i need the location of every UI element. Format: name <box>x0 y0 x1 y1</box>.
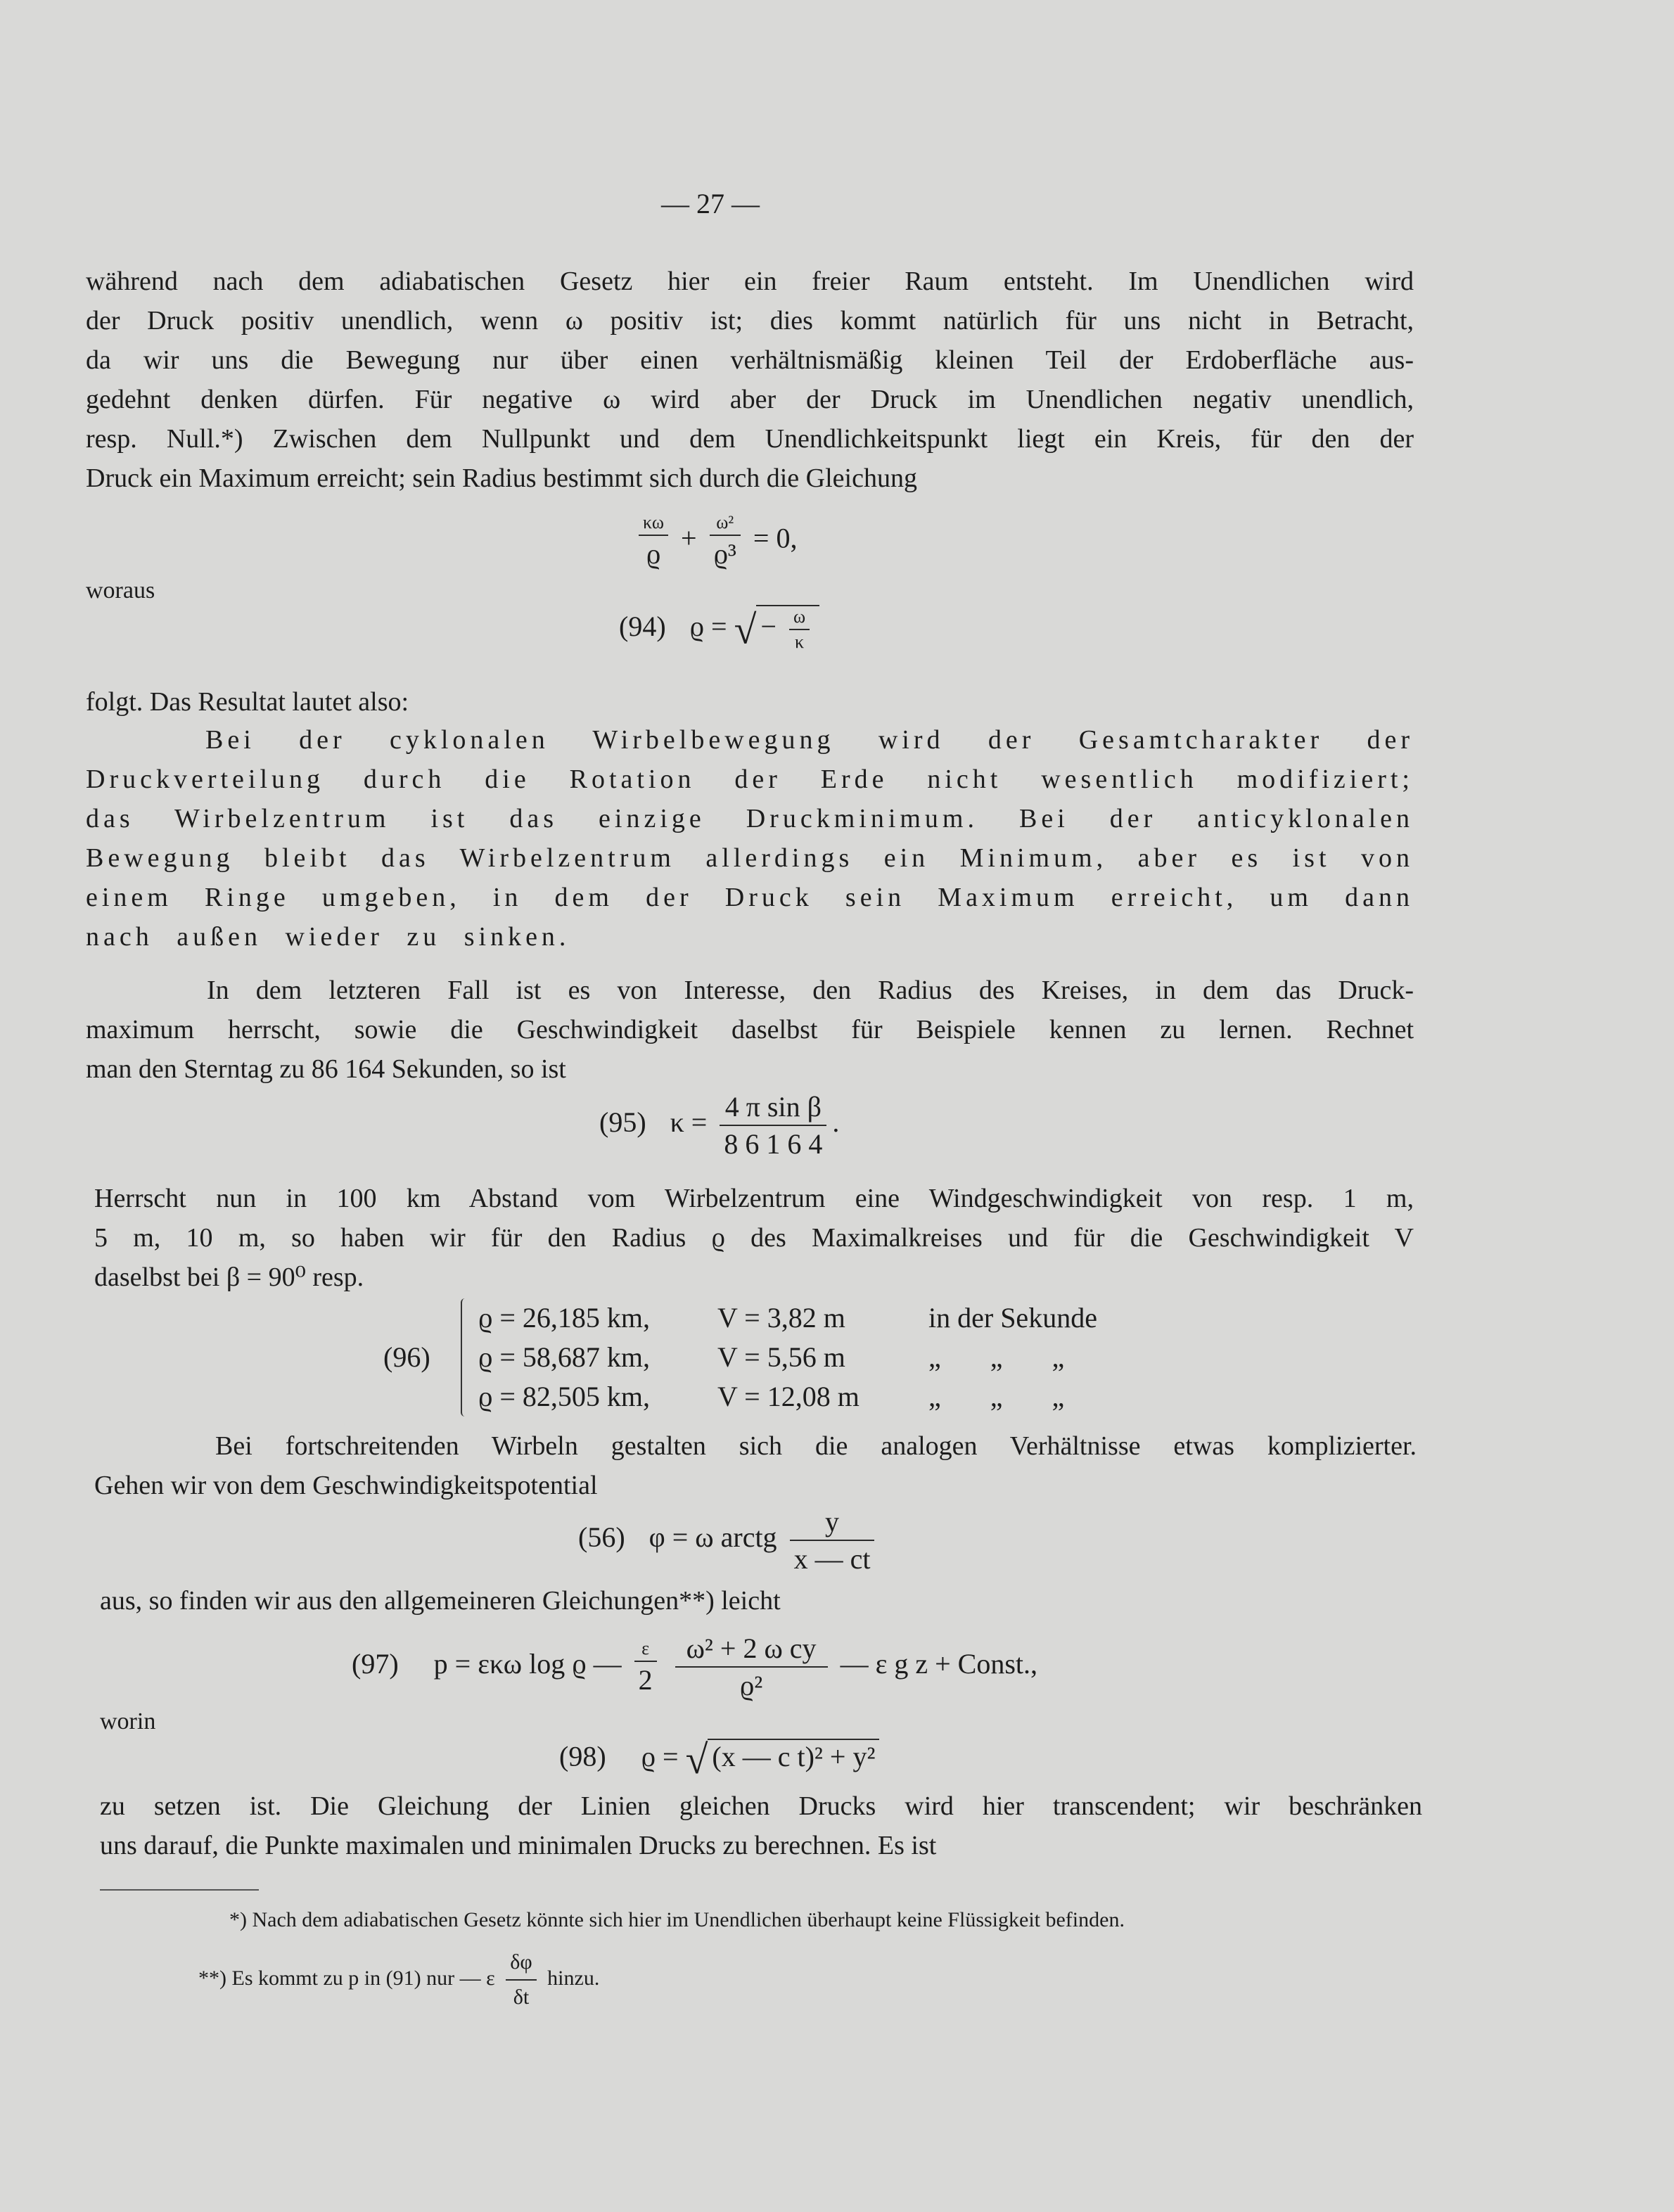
footnote-divider <box>100 1889 259 1891</box>
text-line: Bei der cyklonalen Wirbelbewegung wird der Gesamtcharakter der <box>205 725 1414 755</box>
equation-96 <box>478 1298 1097 1417</box>
text-line: der Druck positiv unendlich, wenn ω positiv ist; dies kommt natürlich für uns nicht in Betracht, <box>86 306 1414 335</box>
equation-label: (94) <box>619 610 666 643</box>
result-row <box>478 1377 1097 1417</box>
text-line: uns darauf, die Punkte maximalen und minimalen Drucks zu berechnen. Es ist <box>100 1831 937 1860</box>
fraction-numerator: ω² <box>710 512 741 536</box>
minus-sign: − <box>760 610 777 643</box>
paragraph-3 <box>94 1179 1414 1297</box>
footnote-2 <box>198 1947 599 2013</box>
v-value: V = 12,08 m <box>717 1381 860 1412</box>
text-line: man den Sterntag zu 86 164 Sekunden, so ist <box>86 1054 566 1084</box>
equation-rest: — ε g z + Const., <box>840 1648 1038 1680</box>
equation-label: (95) <box>599 1106 646 1139</box>
paragraph-6 <box>100 1786 1422 1865</box>
v-value: V = 3,82 m <box>717 1302 845 1334</box>
woraus-text: woraus <box>86 577 155 603</box>
fraction-denominator: x — ct <box>793 1543 871 1575</box>
text-line: während nach dem adiabatischen Gesetz hier ein freier Raum entsteht. Im Unendlichen wird <box>86 267 1414 296</box>
v-value: V = 5,56 m <box>717 1341 845 1373</box>
text-line: daselbst bei β = 90⁰ resp. <box>94 1262 364 1292</box>
text-line: nach außen wieder zu sinken. <box>86 922 570 952</box>
footnote-1: *) Nach dem adiabatischen Gesetz könnte sich hier im Unendlichen überhaupt keine Flüssigkeit befinden. <box>229 1908 1125 1931</box>
text-line: einem Ringe umgeben, in dem der Druck sein Maximum erreicht, um dann <box>86 883 1414 912</box>
equation-94 <box>619 605 819 653</box>
fraction-numerator: ω <box>789 606 810 630</box>
fraction-numerator: y <box>790 1505 875 1541</box>
fraction-denominator: δt <box>513 1986 530 2009</box>
ditto-marks: „ „ „ <box>928 1341 1065 1373</box>
rho-value: ϱ = 26,185 km, <box>478 1302 651 1334</box>
fraction-denominator: κ <box>794 632 805 652</box>
text-line: Gehen wir von dem Geschwindigkeitspotential <box>94 1471 598 1500</box>
result-row <box>478 1298 1097 1338</box>
brace-icon <box>461 1298 465 1417</box>
equation-97 <box>352 1632 1037 1702</box>
equation-label: (56) <box>578 1521 625 1554</box>
text-line: Druckverteilung durch die Rotation der Erde nicht wesentlich modifiziert; <box>86 765 1414 794</box>
equation-lhs: φ = ω arctg <box>648 1521 777 1554</box>
result-row <box>478 1338 1097 1377</box>
paragraph-1 <box>86 262 1414 498</box>
fraction-denominator: 8 6 1 6 4 <box>724 1128 823 1160</box>
equation-lhs: p = εκω log ϱ — <box>433 1648 622 1680</box>
fraction-denominator: ϱ³ <box>713 538 736 570</box>
equation-end: . <box>832 1106 840 1139</box>
equation-98 <box>559 1736 879 1783</box>
unit-text: in der Sekunde <box>928 1302 1097 1334</box>
text-line: Druck ein Maximum erreicht; sein Radius bestimmt sich durch die Gleichung <box>86 464 917 493</box>
text-line: 5 m, 10 m, so haben wir für den Radius ϱ des Maximalkreises und für die Geschwindigkeit V <box>94 1223 1414 1253</box>
text-line: das Wirbelzentrum ist das einzige Druckminimum. Bei der anticyklonalen <box>86 804 1414 833</box>
worin-text: worin <box>100 1708 156 1734</box>
ditto-marks: „ „ „ <box>928 1381 1065 1412</box>
text-line: Bewegung bleibt das Wirbelzentrum allerdings ein Minimum, aber es ist von <box>86 843 1414 873</box>
text-line: gedehnt denken dürfen. Für negative ω wird aber der Druck im Unendlichen negativ unendlich, <box>86 385 1414 414</box>
paragraph-4 <box>94 1426 1417 1505</box>
equation-56 <box>578 1505 880 1575</box>
equation-rhs: = 0, <box>753 522 798 554</box>
fraction-numerator: 4 π sin β <box>720 1090 826 1126</box>
fraction-numerator: κω <box>639 512 668 536</box>
text-line: da wir uns die Bewegung nur über einen verhältnismäßig kleinen Teil der Erdoberfläche aus- <box>86 345 1414 375</box>
equation-lhs: κ = <box>670 1106 708 1139</box>
text-line: Bei fortschreitenden Wirbeln gestalten sich die analogen Verhältnisse etwas komplizierter. <box>215 1431 1417 1461</box>
fraction-denominator: ϱ² <box>739 1670 763 1701</box>
rho-value: ϱ = 82,505 km, <box>478 1381 651 1412</box>
fraction-denominator: ϱ <box>646 538 661 570</box>
equation-96-label: (96) <box>383 1341 430 1373</box>
text-line: Herrscht nun in 100 km Abstand vom Wirbelzentrum eine Windgeschwindigkeit von resp. 1 m, <box>94 1184 1414 1213</box>
fraction-numerator: δφ <box>506 1947 536 1981</box>
paragraph-2 <box>86 971 1414 1089</box>
text-line: resp. Null.*) Zwischen dem Nullpunkt und dem Unendlichkeitspunkt liegt ein Kreis, für den der <box>86 424 1414 454</box>
rho-value: ϱ = 58,687 km, <box>478 1341 651 1373</box>
equation-label: (98) <box>559 1740 606 1772</box>
square-root-sign: √ <box>734 606 757 653</box>
emphasized-paragraph <box>86 720 1414 957</box>
text-line: maximum herrscht, sowie die Geschwindigkeit daselbst für Beispiele kennen zu lernen. Rechnet <box>86 1015 1414 1044</box>
plus-sign: + <box>681 522 697 554</box>
fraction-numerator: ε <box>634 1638 657 1662</box>
equation-lhs: ϱ = <box>641 1740 679 1772</box>
paragraph-5: aus, so finden wir aus den allgemeineren Gleichungen**) leicht <box>100 1586 781 1616</box>
folgt-text: folgt. Das Resultat lautet also: <box>86 687 409 717</box>
equation-95 <box>599 1090 839 1161</box>
text-line: zu setzen ist. Die Gleichung der Linien gleichen Drucks wird hier transcendent; wir beschränken <box>100 1791 1422 1821</box>
fraction-numerator: ω² + 2 ω cy <box>675 1632 828 1668</box>
text-line: In dem letzteren Fall ist es von Interesse, den Radius des Kreises, in dem das Druck- <box>207 976 1414 1005</box>
equation-lhs: ϱ = <box>689 610 727 643</box>
fraction-denominator: 2 <box>638 1663 653 1696</box>
square-root-sign: √ <box>685 1737 708 1782</box>
radicand: (x — c t)² + y² <box>708 1739 879 1773</box>
footnote-text: **) Es kommt zu p in (91) nur — ε <box>198 1966 495 1990</box>
footnote-text: hinzu. <box>547 1966 600 1990</box>
equation-label: (97) <box>352 1648 399 1680</box>
equation-extremum-condition <box>633 512 797 570</box>
page-number: — 27 — <box>661 188 760 219</box>
